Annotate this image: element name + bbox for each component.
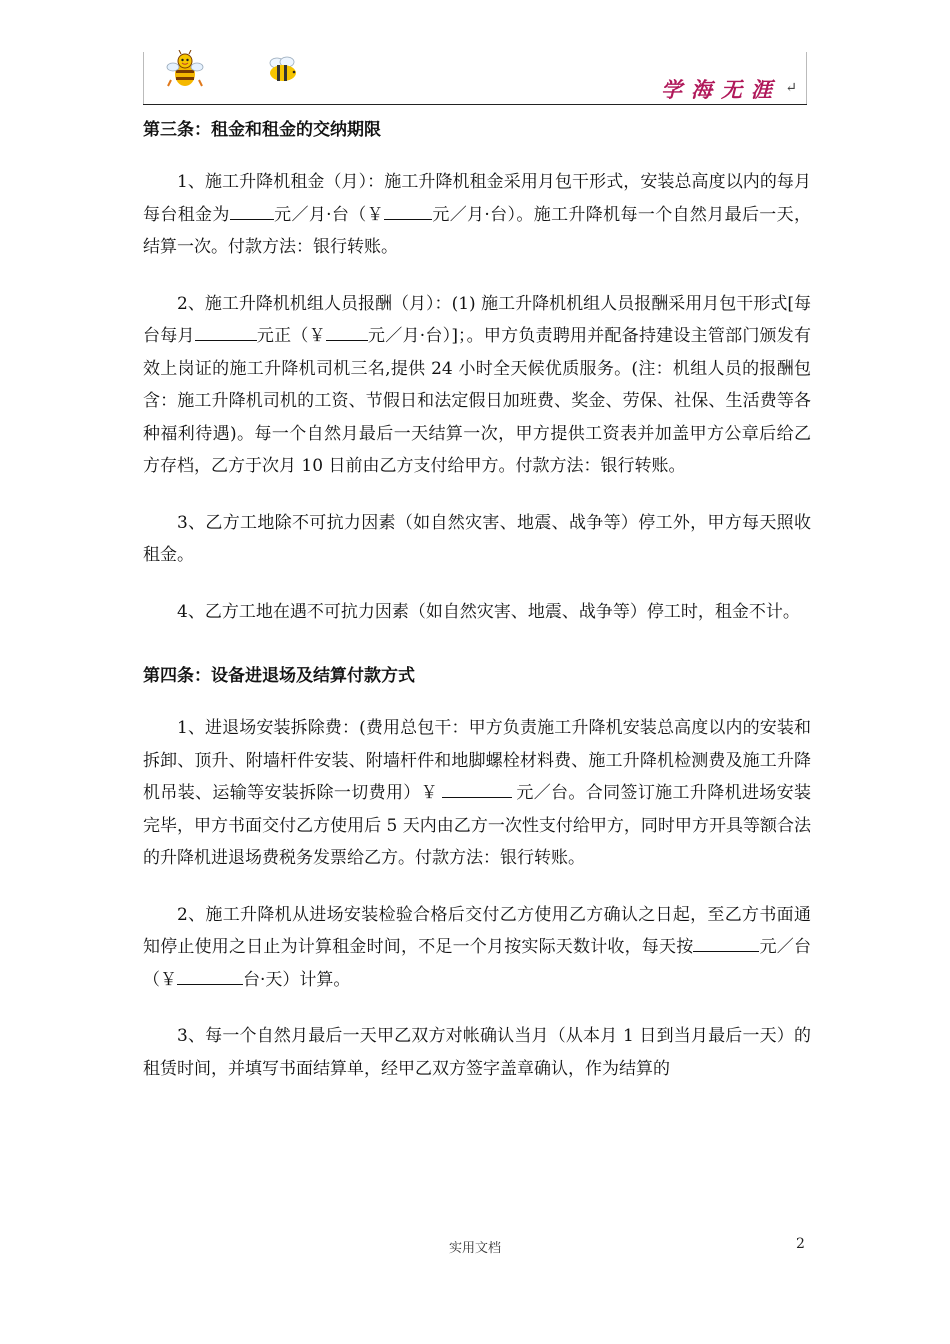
page-number: 2 <box>796 1236 805 1252</box>
rent-amount-blank[interactable] <box>384 200 432 220</box>
section-3-title: 第三条：租金和租金的交纳期限 <box>143 120 381 140</box>
install-fee-blank[interactable] <box>442 778 512 798</box>
header-left-rule <box>143 52 144 104</box>
page-header <box>143 44 807 105</box>
section-4-paragraph-2: 2、施工升降机从进场安装检验合格后交付乙方使用乙方确认之日起，至乙方书面通知停止使用之日止为计算租金时间，不足一个月按实际天数计收，每天按 元／台（￥ 台·天）计算。 <box>143 904 812 990</box>
header-right-rule <box>806 52 807 104</box>
section-4-paragraph-3: 3、每一个自然月最后一天甲乙双方对帐确认当月（从本月 1 日到当月最后一天）的租赁时间，并填写书面结算单，经甲乙双方签字盖章确认，作为结算的 <box>143 1026 811 1079</box>
section-3-paragraph-2: 2、施工升降机机组人员报酬（月）：(1) 施工升降机机组人员报酬采用月包干形式[每台每月 元正（￥ 元／月·台）]；。甲方负责聘用并配备持建设主管部门颁发有效上岗证的施工升降机司机三名,提供 24 小时全天候优质服务。(注：机组人员的报酬包含：施工升降机司机的工资、节假日和法定假日加班费、奖金、劳保、社保、生活费等各种福利待遇)。每一个自然月最后一天结算一次，甲方提供工资表并加盖甲方公章后给乙方存档，乙方于次月 10 日前由乙方支付给甲方。付款方法：银行转账。 <box>143 293 811 476</box>
bee-mascot-icon <box>165 50 205 90</box>
crew-pay-blank[interactable] <box>195 321 257 341</box>
crew-pay-amount-blank[interactable] <box>326 321 368 341</box>
section-3-paragraph-4: 4、乙方工地在遇不可抗力因素（如自然灾害、地震、战争等）停工时，租金不计。 <box>177 601 800 622</box>
rent-blank[interactable] <box>230 200 274 220</box>
daily-rate-amount-blank[interactable] <box>177 965 243 985</box>
document-body <box>143 106 811 1085</box>
section-3-paragraph-3: 3、乙方工地除不可抗力因素（如自然灾害、地震、战争等）停工外，甲方每天照收租金。 <box>143 512 811 565</box>
footer-label: 实用文档 <box>448 1241 501 1256</box>
section-4-title: 第四条：设备进退场及结算付款方式 <box>143 666 415 686</box>
section-3-paragraph-1: 1、施工升降机租金（月）：施工升降机租金采用月包干形式，安装总高度以内的每月每台租金为 元／月·台（￥ 元／月·台）。施工升降机每一个自然月最后一天，结算一次。付款方法：银行转账。 <box>143 172 812 257</box>
bee-icon <box>265 54 301 84</box>
section-4-paragraph-1: 1、进退场安装拆除费：(费用总包干：甲方负责施工升降机安装总高度以内的安装和拆卸、顶升、附墙杆件安装、附墙杆件和地脚螺栓材料费、施工升降机检测费及施工升降机吊装、运输等安装拆除一切费用）￥ 元／台。合同签订施工升降机进场安装完毕，甲方书面交付乙方使用后 5 天内由乙方一次性支付给甲方，同时甲方开具等额合法的升降机进退场费税务发票给乙方。付款方法：银行转账。 <box>143 718 811 868</box>
daily-rate-blank[interactable] <box>693 932 759 952</box>
header-motto: 学海无涯 <box>661 77 781 102</box>
paragraph-mark-icon: ↵ <box>785 80 797 96</box>
